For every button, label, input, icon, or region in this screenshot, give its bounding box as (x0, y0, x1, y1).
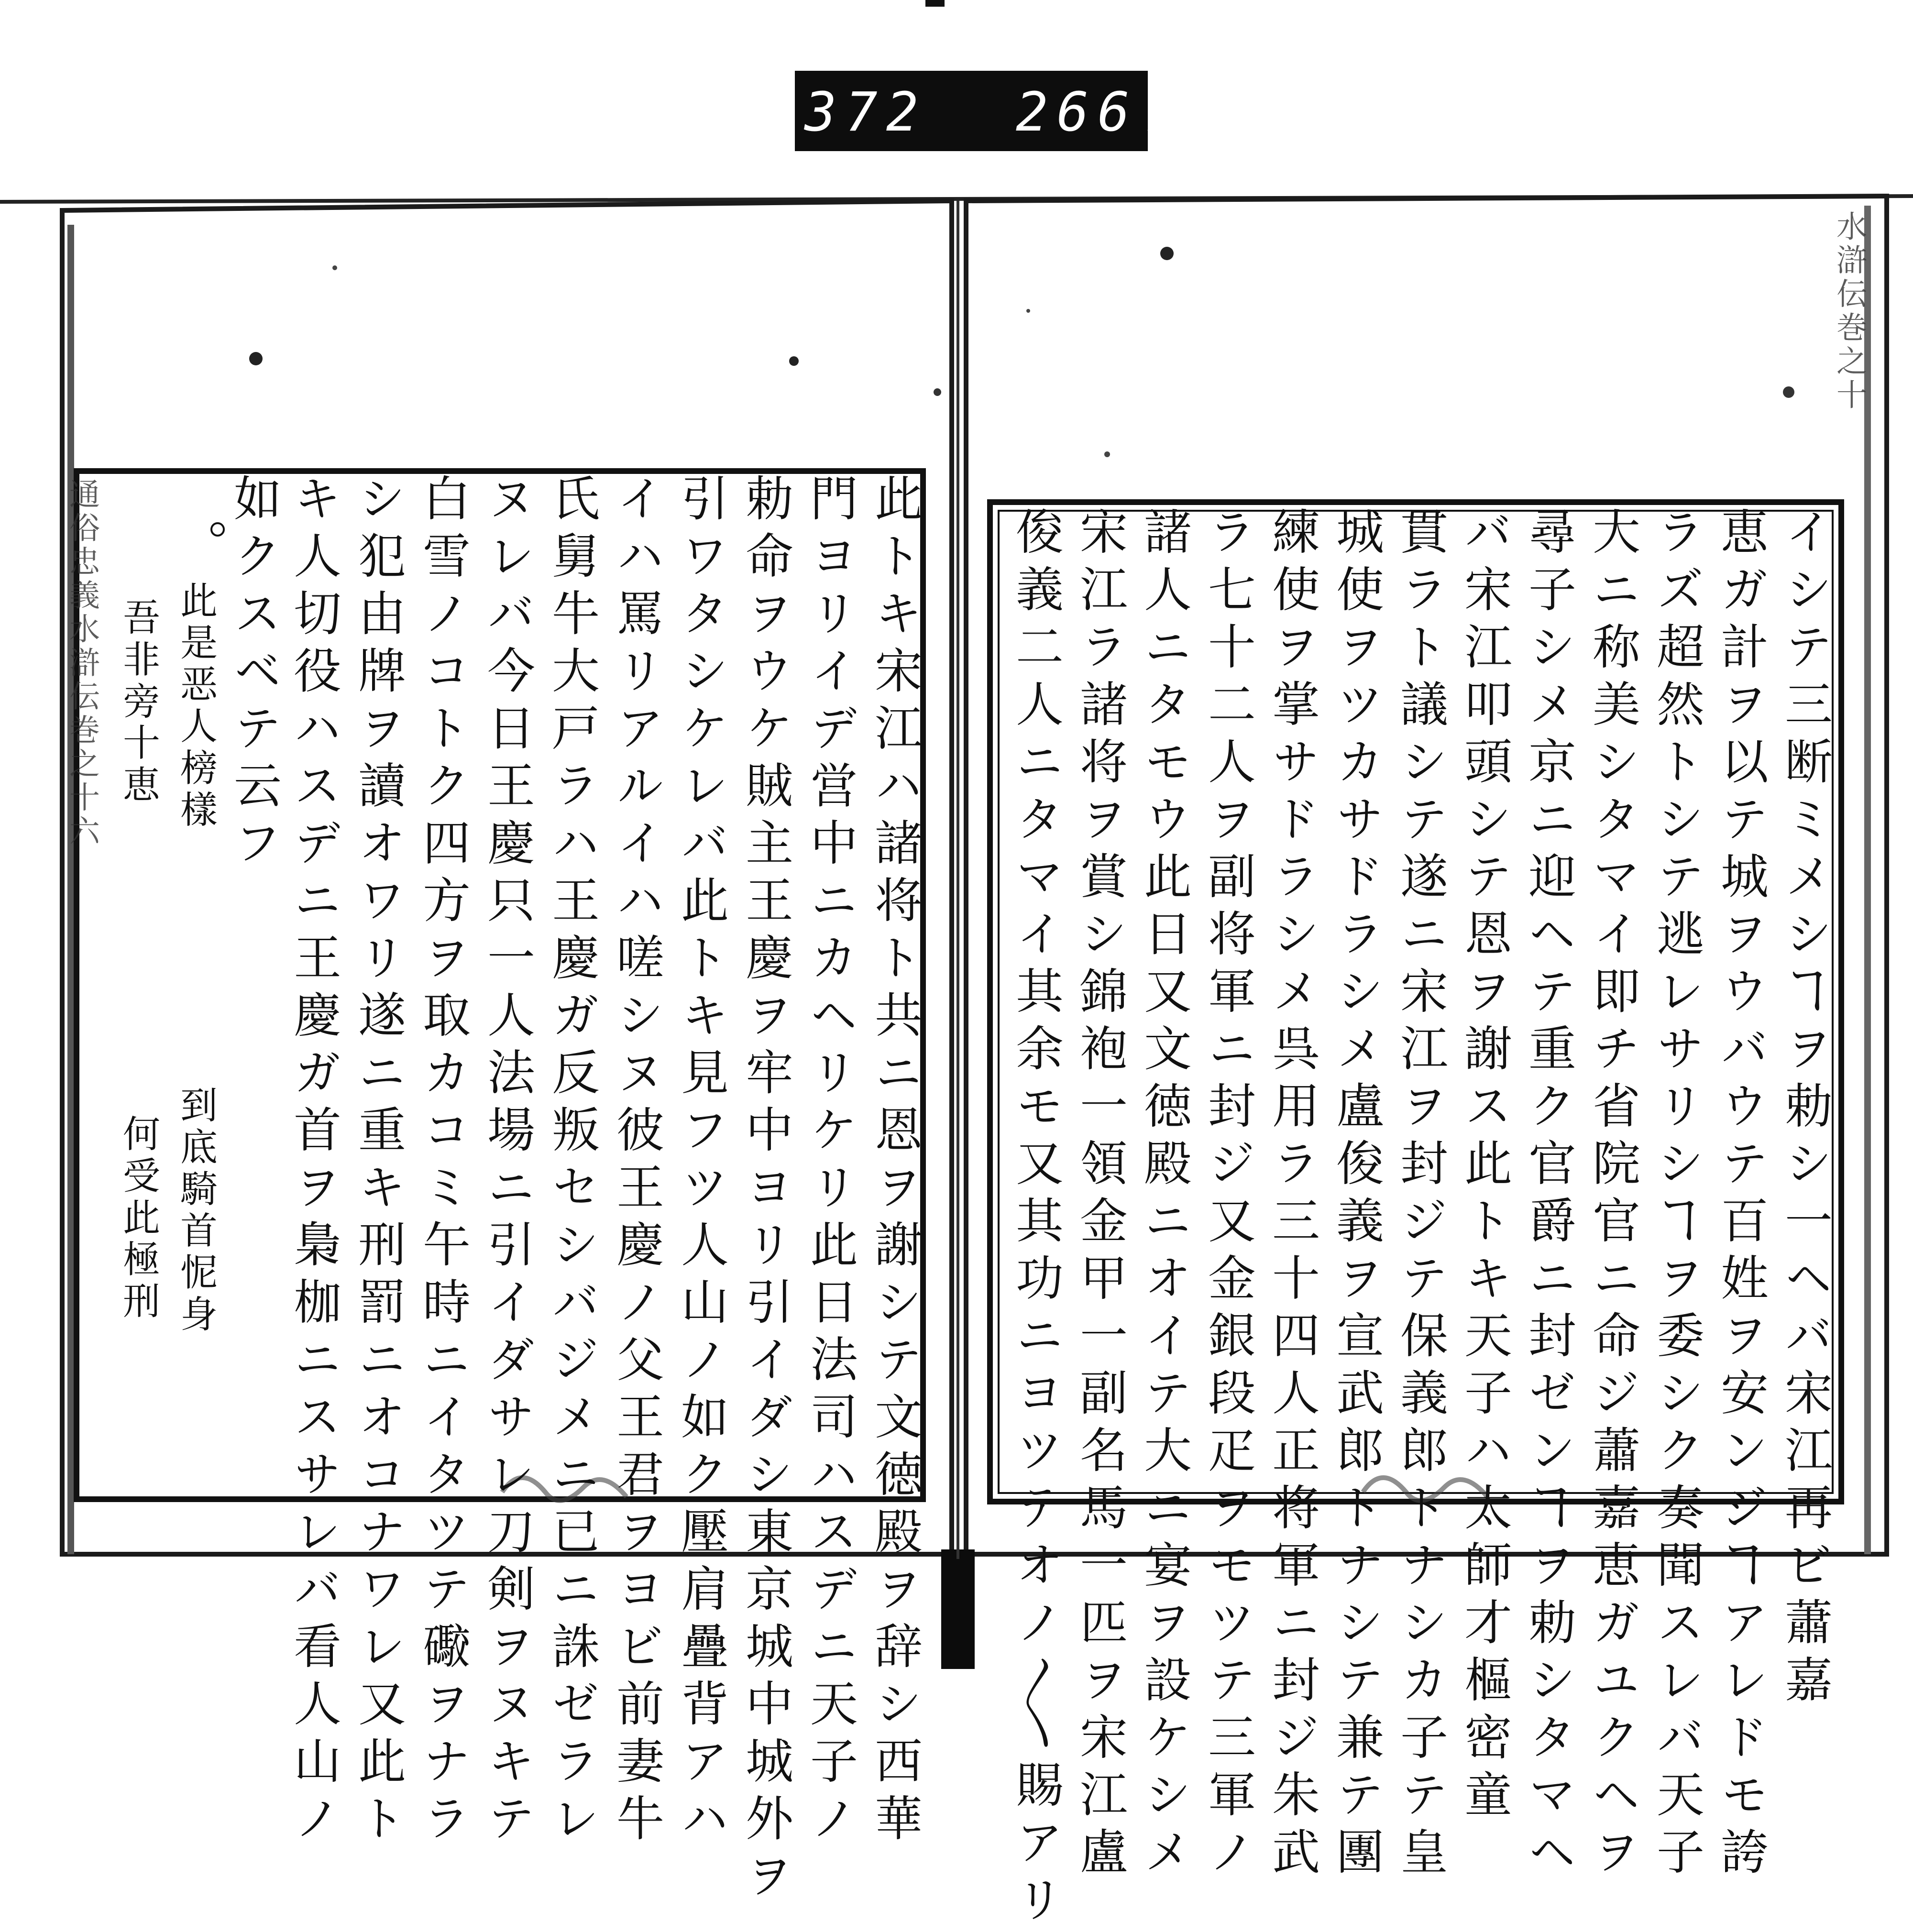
right-column-10: ラ七十二人ヲ副将軍ニ封ジ又金銀段疋ヲモツテ三軍ノ (1200, 507, 1256, 1884)
left-column-1: 此トキ宋江ハ諸将ト共ニ恩ヲ謝シテ文徳殿ヲ辞シ西華 (867, 473, 923, 1851)
left-column-8: 白雪ノコトク四方ヲ取カコミ午時ニイタツテ礮ヲナラ (415, 473, 471, 1851)
left-column-10: キ人切役ハスデニ王慶ガ首ヲ梟枷ニスサレバ看人山ノ (286, 473, 341, 1851)
right-column-11: 諸人ニタモウ此日又文徳殿ニオイテ大ニ宴ヲ設ケシメ (1136, 507, 1192, 1884)
left-page-running-title: 通俗忠義水滸伝巻之十六 (64, 478, 99, 849)
right-column-9: 練使ヲ掌サドラシメ呉用ラ三十四人正将軍ニ封ジ朱武 (1264, 507, 1320, 1884)
left-column-11: 如クスベテ云フ (226, 473, 282, 875)
left-column-3: 勅命ヲウケ賊主王慶ヲ牢中ヨリ引イダシ東京城中城外ヲ (737, 473, 793, 1908)
left-column-9: シ犯由牌ヲ讀オワリ遂ニ重キ刑罰ニオコナワレ又此ト (350, 473, 406, 1851)
commentary-circle-mark (210, 522, 225, 537)
commentary-upper-line-2: 吾非旁十恵 (117, 598, 160, 807)
film-frame-label (795, 71, 1179, 151)
commentary-upper-line-1: 此是恶人榜樣 (174, 581, 217, 832)
left-column-7: ヌレバ今日王慶只一人法場ニ引イダサレ刀剣ヲヌキテ (479, 473, 535, 1851)
commentary-lower-line-1: 到底騎首怩身 (174, 1086, 217, 1337)
right-column-3: ラズ超然トシテ逃レサリシヿヲ委シク奏聞スレバ天子 (1649, 507, 1704, 1884)
right-page-body (988, 507, 1836, 1932)
left-column-4: 引ワタシケレバ此トキ見フツ人山ノ如ク壓肩疊背アハ (673, 473, 729, 1851)
right-column-2: 恵ガ計ヲ以テ城ヲウバウテ百姓ヲ安ンジヿアレドモ誇 (1713, 507, 1769, 1884)
commentary-lower-line-2: 何受此極刑 (117, 1114, 160, 1323)
right-page-running-title: 水滸伝巻之十 (1831, 210, 1867, 413)
right-column-4: 大ニ称美シタマイ即チ省院官ニ命ジ蕭嘉恵ガユクヘヲ (1584, 507, 1640, 1884)
left-column-5: イハ罵リアルイハ嗟シヌ彼王慶ノ父王君ヲヨビ前妻牛 (608, 473, 664, 1851)
frame-number-left: 372 (804, 81, 927, 143)
right-column-6: バ宋江叩頭シテ恩ヲ謝ス此トキ天子ハ太師才樞密童 (1456, 507, 1512, 1827)
right-column-5: 尋子シメ京ニ迎ヘテ重ク官爵ニ封ゼンヿヲ勅シタマヘ (1520, 507, 1576, 1884)
right-column-7: 貫ラト議シテ遂ニ宋江ヲ封ジテ保義郎トナシカ子テ皇 (1392, 507, 1448, 1884)
right-column-8: 城使ヲツカサドラシメ盧俊義ヲ宣武郎トナシテ兼テ團 (1328, 507, 1384, 1884)
right-column-1: イシテ三断ミメシヿヲ勅シ一ヘバ宋江再ビ蕭嘉 (1777, 507, 1833, 1712)
right-column-13: 俊義二人ニタマイ其余モ又其功ニヨツテオノ〳〵賜アリ (1008, 507, 1064, 1932)
left-column-6: 氏舅牛大戸ラハ王慶ガ反叛セシバジメニ已ニ誅ゼラレ (544, 473, 600, 1851)
frame-number-right: 266. (1016, 81, 1179, 143)
left-column-2: 門ヨリイデ営中ニカヘリケリ此日法司ハスデニ天子ノ (802, 473, 858, 1851)
right-column-12: 宋江ラ諸将ヲ賞シ錦袍一領金甲一副名馬一匹ヲ宋江盧 (1072, 507, 1128, 1884)
